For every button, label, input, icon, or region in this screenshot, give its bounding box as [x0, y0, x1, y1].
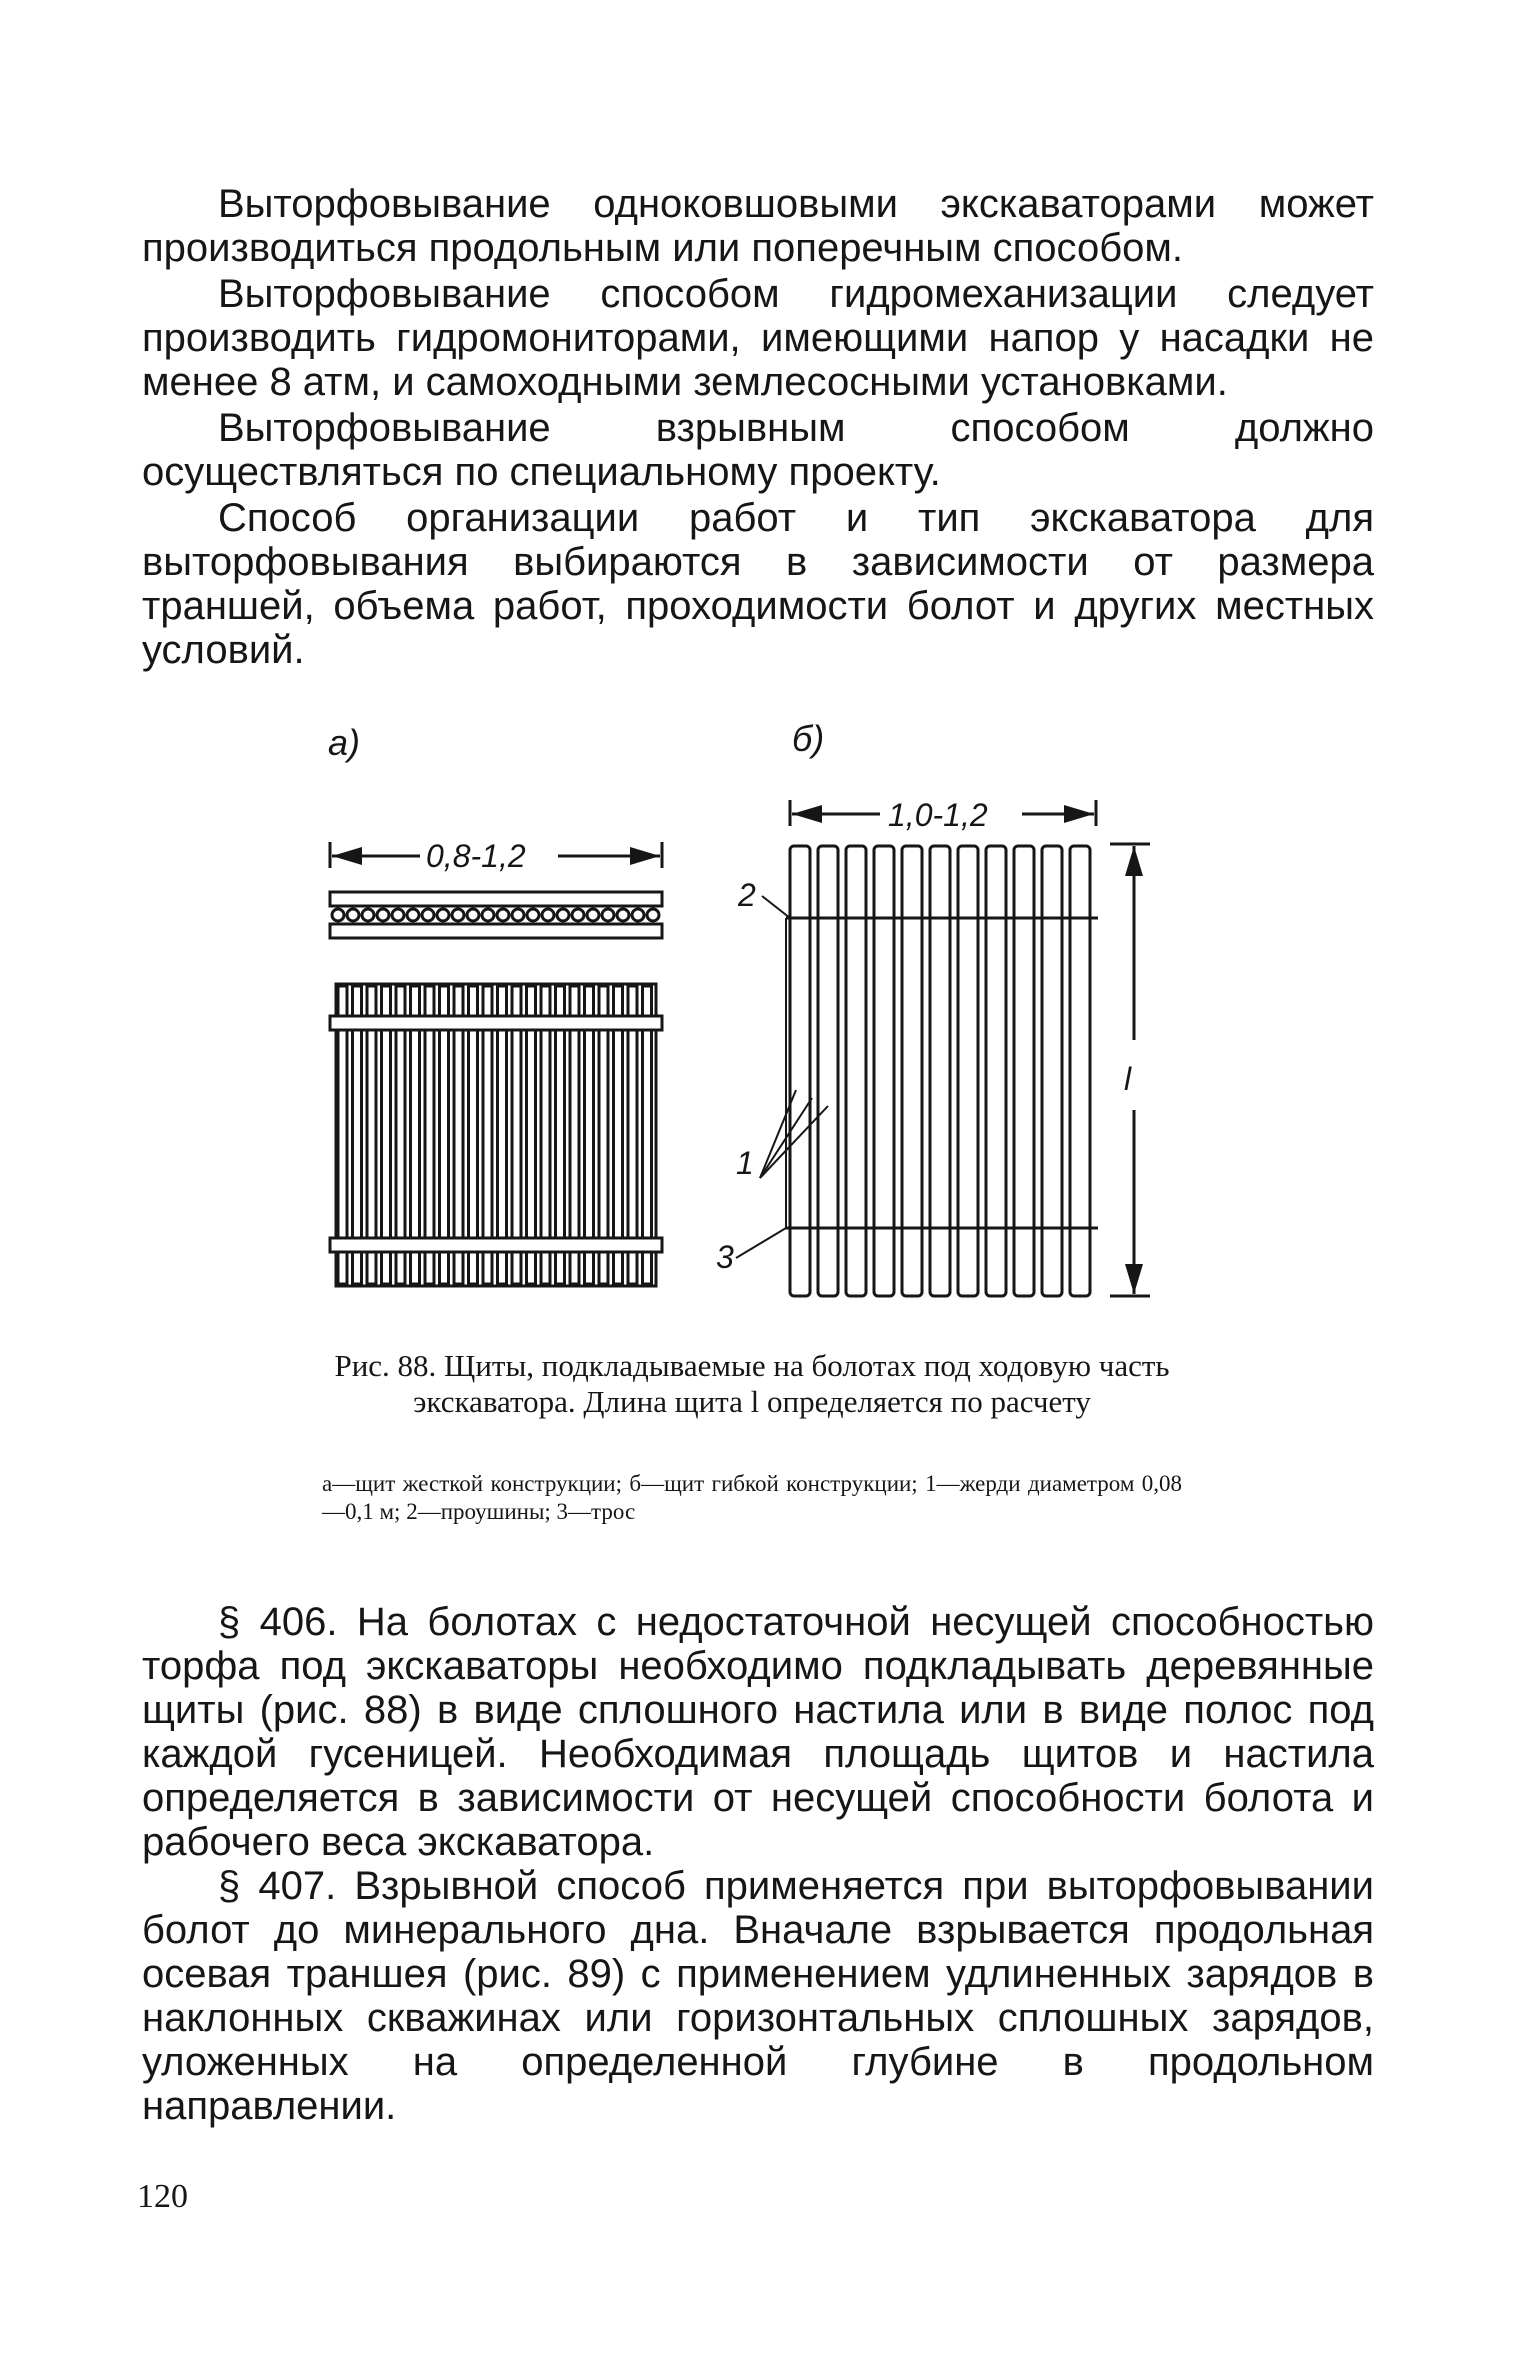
marker-pole: 1 [736, 1145, 754, 1181]
shield-b-width-label: 1,0-1,2 [888, 797, 988, 833]
marker-eyelet: 2 [738, 877, 756, 913]
paragraph-406: § 406. На болотах с недостаточной несущей способностью торфа под экскаваторы необходимо подкладывать деревянные щиты (рис. 88) в виде сплошного настила или в виде полос под каждой гусеницей. Необходимая площадь щитов и настила определяется в зависимости от несущей способности болота и рабочего веса экскаватора. [142, 1600, 1374, 1864]
paragraph-blasting-project: Выторфовывание взрывным способом должно осуществляться по специальному проекту. [142, 406, 1374, 494]
pole-end-circle [512, 909, 524, 921]
pole-end-circle [602, 909, 614, 921]
figure-label-b: б) [792, 718, 825, 759]
pole-end-circle [362, 909, 374, 921]
pole-end-circle [632, 909, 644, 921]
paragraph-407: § 407. Взрывной способ применяется при выторфовывании болот до минерального дна. Вначале взрывается продольная осевая траншея (рис. 89) с применением удлиненных зарядов в наклонных скважинах или горизонтальных сплошных зарядов, уложенных на определенной глубине в продольном направлении. [142, 1864, 1374, 2128]
figure-legend: а—щит жесткой конструкции; б—щит гибкой конструкции; 1—жерди диаметром 0,08—0,1 м; 2—проушины; 3—трос [322, 1471, 1182, 1524]
pole-end-circle [422, 909, 434, 921]
figure-caption: Рис. 88. Щиты, подкладываемые на болотах под ходовую часть экскаватора. Длина щита l определяется по расчету [334, 1348, 1170, 1419]
shield-a-section [330, 892, 662, 938]
pole-end-circle [572, 909, 584, 921]
shield-b-length-label: l [1124, 1061, 1132, 1097]
pole-end-circle [527, 909, 539, 921]
pole-end-circle [557, 909, 569, 921]
pole-end-circle [482, 909, 494, 921]
marker-rope: 3 [716, 1239, 734, 1275]
paragraph-excavator-methods: Выторфовывание одноковшовыми экскаваторами может производиться продольным или поперечным способом. [142, 182, 1374, 270]
shield-b-plan [786, 846, 1098, 1296]
pole-end-circle [497, 909, 509, 921]
pole-end-circle [542, 909, 554, 921]
pole-end-circle [392, 909, 404, 921]
shield-a-width-label: 0,8-1,2 [426, 838, 526, 874]
pole-end-circle [407, 909, 419, 921]
page-number: 120 [137, 2178, 188, 2215]
pole-end-circle [332, 909, 344, 921]
pole-end-circle [347, 909, 359, 921]
pole-end-circle [452, 909, 464, 921]
paragraph-work-organization: Способ организации работ и тип экскаватора для выторфовывания выбираются в зависимости от размера траншей, объема работ, проходимости болот и других местных условий. [142, 496, 1374, 672]
figure-label-a: а) [328, 722, 361, 763]
pole-end-circle [617, 909, 629, 921]
shield-a-plan [330, 984, 662, 1286]
pole-end-circle [467, 909, 479, 921]
pole-end-circle [377, 909, 389, 921]
pole-end-circle [437, 909, 449, 921]
pole-end-circle [587, 909, 599, 921]
pole-end-circle [647, 909, 659, 921]
leader-lines [736, 896, 828, 1258]
paragraph-hydromechanization: Выторфовывание способом гидромеханизации следует производить гидромониторами, имеющими напор у насадки не менее 8 атм, и самоходными землесосными установками. [142, 272, 1374, 404]
